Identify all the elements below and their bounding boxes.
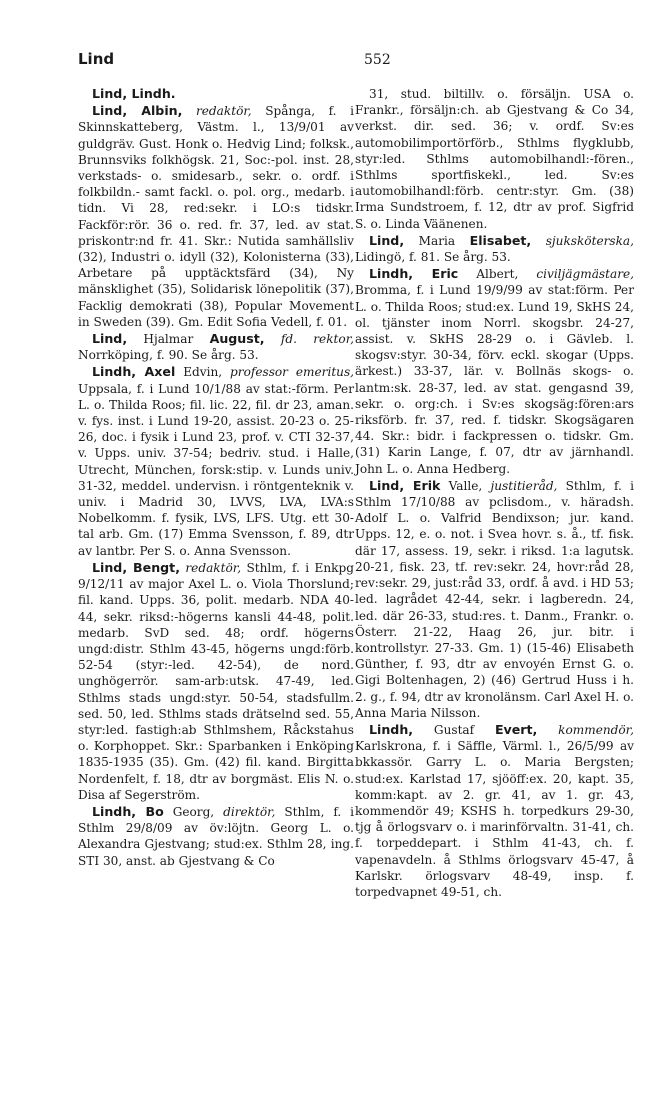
left-column [78, 86, 354, 869]
biography-entry [355, 86, 634, 232]
entry-body: Karlskrona, f. i Säffle, Värml. l., 26/5/99 av bkkassör. Garry L. o. Maria Bergsten; stud:ex. Karlstad 17, sjööff:ex. 20, kapt. 35, komm:kapt. av 2. gr. 41, av 1. gr. 43, kommendör 49; KSHS h. torpedkurs 29-30, tjg å örlogsvarv o. i marinförvaltn. 31-41, ch. f. torpeddepart. i Sthlm 41-43, ch. f. vapenavdeln. å Sthlms örlogsvarv 45-47, å Karlskr. örlogsvarv 48-49, insp. f. torpedvapnet 49-51, ch. [355, 739, 634, 899]
entry-given-names: Gustaf [413, 722, 495, 737]
entry-occupation: professor emeritus, [230, 365, 355, 380]
biography-entry [355, 722, 634, 900]
entry-body: Sthlm, f. i Enkpg 9/12/11 av major Axel L. o. Viola Thorslund; fil. kand. Upps. 36, polit. medarb. NDA 40-44, sekr. riksd:-högerns kansli 44-48, polit. medarb. SvD sed. 48; ordf. högerns ungd:distr. Sthlm 43-45, högerns ungd:förb. 52-54 (styr:-led. 42-54), de nord. unghögerrör. sam-arb:utsk. 47-49, led. Sthlms stads ungd:styr. 50-54, stadsfullm. sed. 50, led. Sthlms stads drätselnd sed. 55, styr:led. fastigh:ab Sthlmshem, Råckstahus o. Korphoppet. Skr.: Sparbanken i Enköping 1835-1935 (35). Gm. (42) fil. kand. Birgitta Nordenfelt, f. 18, dtr av borgmäst. Elis N. o. Disa af Segerström. [78, 560, 354, 802]
biography-entry [355, 233, 634, 265]
biography-entry [78, 331, 354, 363]
entry-given-names: Edvin, [175, 365, 231, 380]
entry-body: Uppsala, f. i Lund 10/1/88 av stat:-förm. Per L. o. Thilda Roos; fil. lic. 22, fil. dr 23, aman. v. fys. inst. i Lund 19-20, assist. 20-23 o. 25-26, doc. i fysik i Lund 23, prof. v. CTI 32-37, v. Upps. univ. 37-54; bedriv. stud. i Halle, Utrecht, München, forsk:stip. v. Lunds univ. 31-32, meddel. undervisn. i röntgenteknik v. univ. i Madrid 30, LVVS, LVA, LVA:s Nobelkomm. f. fysik, LVS, LFS. Utg. ett 30-tal arb. Gm. (17) Emma Svensson, f. 89, dtr av lantbr. Per S. o. Anna Svensson. [78, 381, 354, 558]
biography-entry [78, 804, 354, 869]
entry-name: Lindh, Bo [92, 803, 164, 819]
entry-occupation: fd. rektor, [280, 332, 354, 347]
entry-given-names: Valle, [440, 478, 491, 493]
biography-entry [78, 86, 354, 102]
biography-entry [355, 478, 634, 721]
entry-body: Sthlm, f. i Sthlm 29/8/09 av öv:löjtn. Georg L. o. Alexandra Gjestvang; stud:ex. Sthlm 28, ing. STI 30, anst. ab Gjestvang & Co [78, 804, 355, 868]
entry-occupation: civiljägmästare, [536, 267, 634, 282]
entry-name: Lindh, Axel [92, 364, 176, 380]
entry-body: 31, stud. biltillv. o. försäljn. USA o. Frankr., försäljn:ch. ab Gjestvang & Co 34, verkst. dir. sed. 36; v. ordf. Sv:es automobilimportörförb., Sthlms flygklubb, styr:led. Sthlms automobilhandl:-fören., Sthlms sportfiskekl., led. Sv:es automobilhandl:förb. centr:styr. Gm. (38) Irma Sundstroem, f. 12, dtr av prof. Sigfrid S. o. Linda Väänenen. [355, 87, 634, 231]
biography-entry [78, 560, 354, 803]
entry-name-called: August, [209, 331, 265, 347]
page-header [78, 50, 634, 70]
entry-given-names: Hjalmar [127, 332, 210, 347]
entry-body: Bromma, f. i Lund 19/9/99 av stat:förm. Per L. o. Thilda Roos; stud:ex. Lund 19, SkHS 24, ol. tjänster inom Norrl. skogsbr. 24-27, assist. v. SkHS 28-29 o. i Gävleb. l. skogsv:styr. 30-34, förv. eckl. skogar (Upps. ärkest.) 33-37, lär. v. Bollnäs skogs- o. lantm:sk. 28-37, led. av stat. gengasnd 39, sekr. o. org:ch. i Sv:es skogsäg:fören:ars riksförb. fr. 37, red. f. tidskr. Skogsägaren 44. Skr.: bidr. i fackpressen o. tidskr. Gm. (31) Karin Lange, f. 07, dtr av järnhandl. John L. o. Anna Hedberg. [355, 283, 634, 476]
entry-body: Norrköping, f. 90. Se årg. 53. [78, 348, 259, 363]
entry-body: Lidingö, f. 81. Se årg. 53. [355, 250, 511, 265]
running-head-word: Lind [78, 50, 115, 68]
entry-occupation: direktör, [223, 804, 276, 819]
entry-name: Lindh, Eric [369, 266, 459, 282]
entry-body: Spånga, f. i Skinnskatteberg, Västm. l., 13/9/01 av guldgräv. Gust. Honk o. Hedvig Lind; folksk., Brunnsviks folkhögsk. 21, Soc:-pol. inst. 28, verkstads- o. smidesarb., sekr. o. ordf. i folkbildn.- samt fackl. o. pol. org., medarb. i tidn. Vi 28, red:sekr. i LO:s tidskr. Fackför:rör. 36 o. red. fr. 37, led. av stat. priskontr:nd fr. 41. Skr.: Nutida samhällsliv (32), Industri o. idyll (32), Kolonisterna (33), Arbetare på upptäcktsfärd (34), Ny mänsklighet (35), Solidarisk lönepolitik (37), Facklig demokrati (38), Popular Movement in Sweden (39). Gm. Edit Sofia Vedell, f. 01. [78, 104, 354, 329]
entry-occupation: sjuksköterska, [545, 233, 634, 248]
entry-occupation: kommendör, [558, 722, 634, 737]
entry-occupation: justitieråd, [490, 478, 558, 493]
entry-name: Lind, [369, 232, 405, 248]
entry-given-names: Albert, [458, 267, 537, 282]
page-number: 552 [364, 52, 391, 68]
entry-name-called: Elisabet, [469, 232, 532, 248]
entry-name: Lind, [92, 331, 128, 347]
entry-body: Sthlm, f. i Sthlm 17/10/88 av pclisdom., v. häradsh. Adolf L. o. Valfrid Bendixson; jur. kand. Upps. 12, e. o. not. i Svea hovr. s. å., tf. fisk. där 17, assess. 19, sekr. i riksd. 1:a lagutsk. 20-21, fisk. 23, tf. rev:sekr. 24, hovr:råd 28, rev:sekr. 29, just:råd 33, ordf. å avd. i HD 53; led. lagrådet 42-44, sekr. i lagberedn. 24, led. där 26-33, stud:res. t. Danm., Frankr. o. Österr. 21-22, Haag 26, jur. bitr. i kontrollstyr. 27-33. Gm. 1) (15-46) Elisabeth Günther, f. 93, dtr av envoyén Ernst G. o. Gigi Boltenhagen, 2) (46) Gertrud Huss i h. 2. g., f. 94, dtr av kronolänsm. Carl Axel H. o. Anna Maria Nilsson. [355, 478, 635, 720]
entry-given-names: Georg, [163, 804, 224, 819]
entry-name: Lindh, [369, 721, 414, 737]
entry-name-called: Evert, [494, 721, 538, 737]
entry-occupation: redaktör, [185, 560, 242, 575]
entry-name: Lind, Erik [369, 477, 441, 493]
entry-name: Lind, Lindh. [92, 86, 176, 101]
right-column [355, 86, 634, 900]
entry-given-names: Maria [404, 233, 470, 248]
biography-entry [78, 103, 354, 330]
entry-name: Lind, Bengt, [92, 559, 180, 575]
entry-name: Lind, Albin, [92, 103, 183, 119]
biography-entry [78, 364, 354, 558]
entry-occupation: redaktör, [195, 104, 252, 119]
biography-entry [355, 266, 634, 477]
